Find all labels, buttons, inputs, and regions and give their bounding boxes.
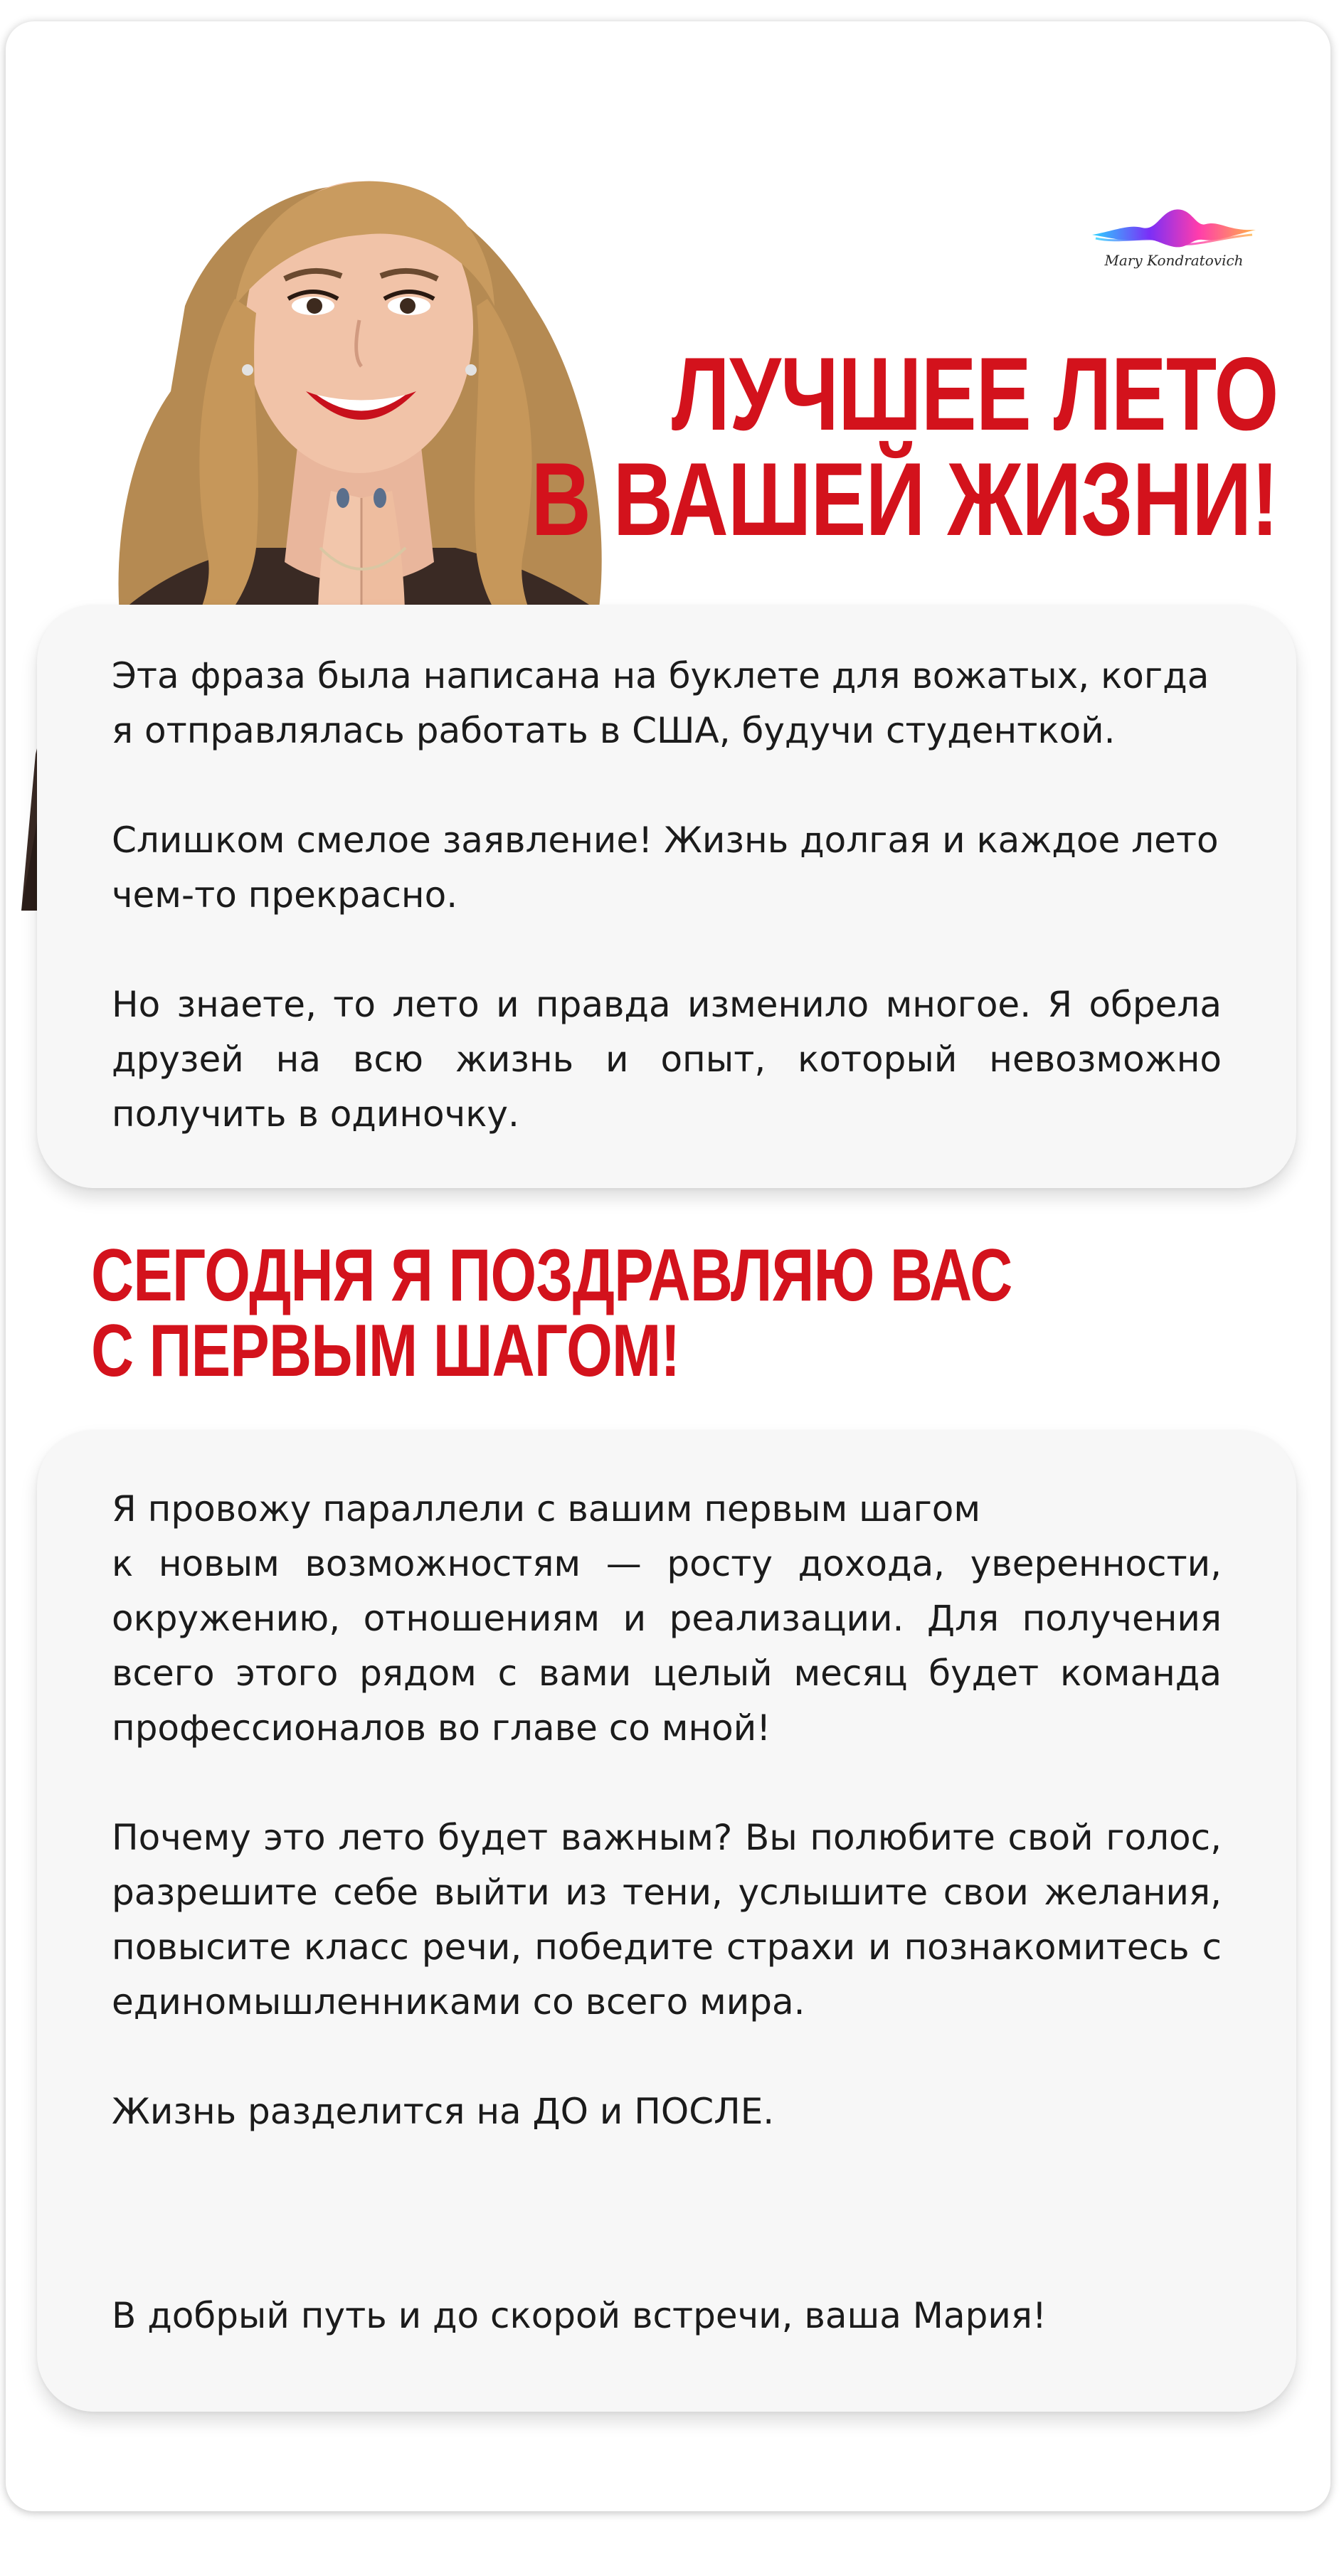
text-line: Эта фраза была написана на буклете для вожатых, когда [112,655,1210,696]
text-line: всего этого рядом с вами целый месяц будет команда [112,1653,1222,1694]
text-line: профессионалов во главе со мной! [112,1707,771,1749]
message-card [37,1430,1296,2412]
message-paragraph-3: Жизнь разделится на ДО и ПОСЛЕ. [112,2091,775,2132]
text-line: Я провожу параллели с вашим первым шагом [112,1488,981,1530]
text-line: окружению, отношениям и реализации. Для получения [112,1598,1222,1639]
message-paragraph-1 [112,1482,1222,1756]
signature-line: В добрый путь и до скорой встречи, ваша Мария! [112,2295,1047,2336]
text-line: единомышленниками со всего мира. [112,1981,805,2023]
text-line: повысите класс речи, победите страхи и познакомитесь с [112,1926,1222,1968]
text-line: чем-то прекрасно. [112,874,458,916]
page-title-line-2: В ВАШЕЙ ЖИЗНИ! [531,441,1279,557]
message-paragraph-2 [112,1811,1222,2030]
text-line: разрешите себе выйти из тени, услышите свои желания, [112,1872,1222,1913]
text-line: Слишком смелое заявление! Жизнь долгая и каждое лето [112,820,1219,861]
text-line: друзей на всю жизнь и опыт, который невозможно [112,1039,1222,1080]
text-line: к новым возможностям — росту дохода, уверенности, [112,1543,1222,1584]
section-title [91,1234,1012,1392]
text-line: я отправлялась работать в США, будучи студенткой. [112,710,1116,751]
text-line: получить в одиночку. [112,1093,519,1135]
story-paragraph-2 [112,813,1222,923]
page-title-line-1: ЛУЧШЕЕ ЛЕТО [672,336,1279,452]
brand-logo [1092,203,1256,281]
story-card [37,605,1296,1188]
story-paragraph-1 [112,649,1222,758]
logo-signature: Mary Kondratovich [1104,252,1244,269]
text-line: Но знаете, то лето и правда изменило многое. Я обрела [112,984,1222,1025]
section-title-line-1: СЕГОДНЯ Я ПОЗДРАВЛЯЮ ВАС [91,1234,1012,1317]
soundwave-logo-icon [1092,203,1256,256]
story-paragraph-3 [112,977,1222,1142]
section-title-line-2: С ПЕРВЫМ ШАГОМ! [91,1310,680,1392]
text-line: Почему это лето будет важным? Вы полюбите свой голос, [112,1817,1222,1858]
page-title [531,336,1279,557]
